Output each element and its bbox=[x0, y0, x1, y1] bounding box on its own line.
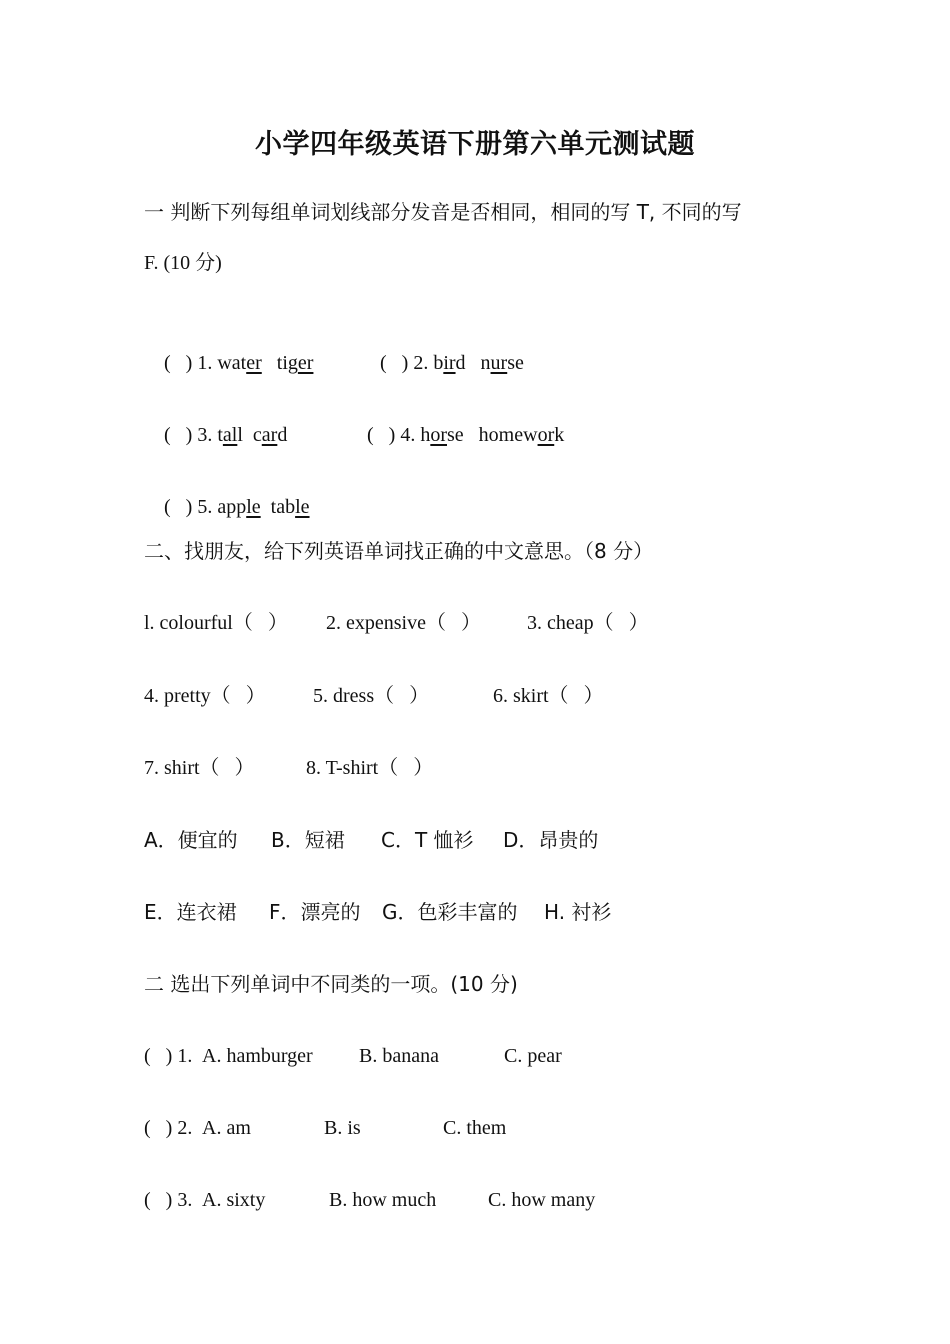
word1-start: app bbox=[217, 496, 247, 518]
question-3-option-a: A. sixty bbox=[202, 1189, 266, 1211]
vocab-word-1: l. colourful（ ） bbox=[144, 612, 288, 634]
question-2-option-b: B. is bbox=[324, 1117, 361, 1139]
vocab-word-6: 6. skirt（ ） bbox=[493, 685, 604, 707]
word1-end: l bbox=[237, 424, 243, 446]
word1-end: se bbox=[447, 424, 464, 446]
word1-end: d bbox=[455, 352, 466, 374]
item-prefix: ( ) 1. bbox=[164, 352, 218, 374]
item-prefix: ( ) 2. bbox=[380, 352, 434, 374]
word2-underlined: ur bbox=[490, 352, 508, 374]
word2-start: tab bbox=[270, 496, 296, 518]
meaning-option-a: A．便宜的 bbox=[144, 828, 238, 852]
vocab-word-8: 8. T-shirt（ ） bbox=[306, 757, 434, 779]
word2-end: d bbox=[277, 424, 288, 446]
question-2-option-a: A. am bbox=[202, 1117, 251, 1139]
word2-start: n bbox=[480, 352, 491, 374]
page-title: 小学四年级英语下册第六单元测试题 bbox=[255, 129, 695, 160]
question-3-prefix: ( ) 3. bbox=[144, 1189, 193, 1211]
vocab-word-2: 2. expensive（ ） bbox=[326, 612, 481, 634]
question-3-option-b: B. how much bbox=[329, 1189, 437, 1211]
question-2-prefix: ( ) 2. bbox=[144, 1117, 193, 1139]
word2-end: k bbox=[554, 424, 565, 446]
section3-heading: 二 选出下列单词中不同类的一项。(10 分) bbox=[144, 972, 518, 996]
word1-underlined: or bbox=[430, 424, 447, 446]
word1-underlined: ir bbox=[443, 352, 456, 374]
word2-start: tig bbox=[276, 352, 298, 374]
word1-start: t bbox=[217, 424, 223, 446]
meaning-option-e: E．连衣裙 bbox=[144, 900, 237, 924]
word1-underlined: al bbox=[222, 424, 238, 446]
question-1-option-b: B. banana bbox=[359, 1045, 439, 1067]
question-2-option-c: C. them bbox=[443, 1117, 507, 1139]
vocab-word-4: 4. pretty（ ） bbox=[144, 685, 266, 707]
word1-underlined: le bbox=[246, 496, 261, 518]
word1-underlined: er bbox=[246, 352, 262, 374]
question-1-prefix: ( ) 1. bbox=[144, 1045, 193, 1067]
vocab-word-3: 3. cheap（ ） bbox=[527, 612, 649, 634]
question-1-option-a: A. hamburger bbox=[202, 1045, 313, 1067]
vocab-word-5: 5. dress（ ） bbox=[313, 685, 430, 707]
meaning-option-b: B．短裙 bbox=[271, 828, 345, 852]
meaning-option-g: G．色彩丰富的 bbox=[382, 900, 518, 924]
word2-end: se bbox=[507, 352, 524, 374]
section1-heading-line2: F. (10 分) bbox=[144, 252, 222, 274]
word1-start: b bbox=[433, 352, 444, 374]
word2-underlined: er bbox=[297, 352, 314, 374]
word2-start: c bbox=[252, 424, 262, 446]
meaning-option-h: H. 衬衫 bbox=[544, 900, 612, 924]
section1-heading-line1: 一 判断下列每组单词划线部分发音是否相同，相同的写 T, 不同的写 bbox=[144, 200, 742, 224]
question-3-option-c: C. how many bbox=[488, 1189, 596, 1211]
word2-underlined: ar bbox=[261, 424, 278, 446]
word1-start: wat bbox=[217, 352, 247, 374]
item-prefix: ( ) 3. bbox=[164, 424, 218, 446]
meaning-option-d: D．昂贵的 bbox=[503, 828, 599, 852]
word2-underlined: le bbox=[295, 496, 310, 518]
word2-underlined: or bbox=[537, 424, 555, 446]
meaning-option-c: C．T 恤衫 bbox=[381, 828, 474, 852]
item-prefix: ( ) 4. bbox=[367, 424, 421, 446]
pronunciation-item-4 bbox=[347, 393, 564, 477]
item-prefix: ( ) 5. bbox=[164, 496, 218, 518]
vocab-word-7: 7. shirt（ ） bbox=[144, 757, 255, 779]
section2-heading: 二、找朋友，给下列英语单词找正确的中文意思。（8 分） bbox=[144, 539, 654, 563]
word2-start: homew bbox=[478, 424, 538, 446]
meaning-option-f: F．漂亮的 bbox=[269, 900, 361, 924]
question-1-option-c: C. pear bbox=[504, 1045, 562, 1067]
word1-start: h bbox=[420, 424, 431, 446]
